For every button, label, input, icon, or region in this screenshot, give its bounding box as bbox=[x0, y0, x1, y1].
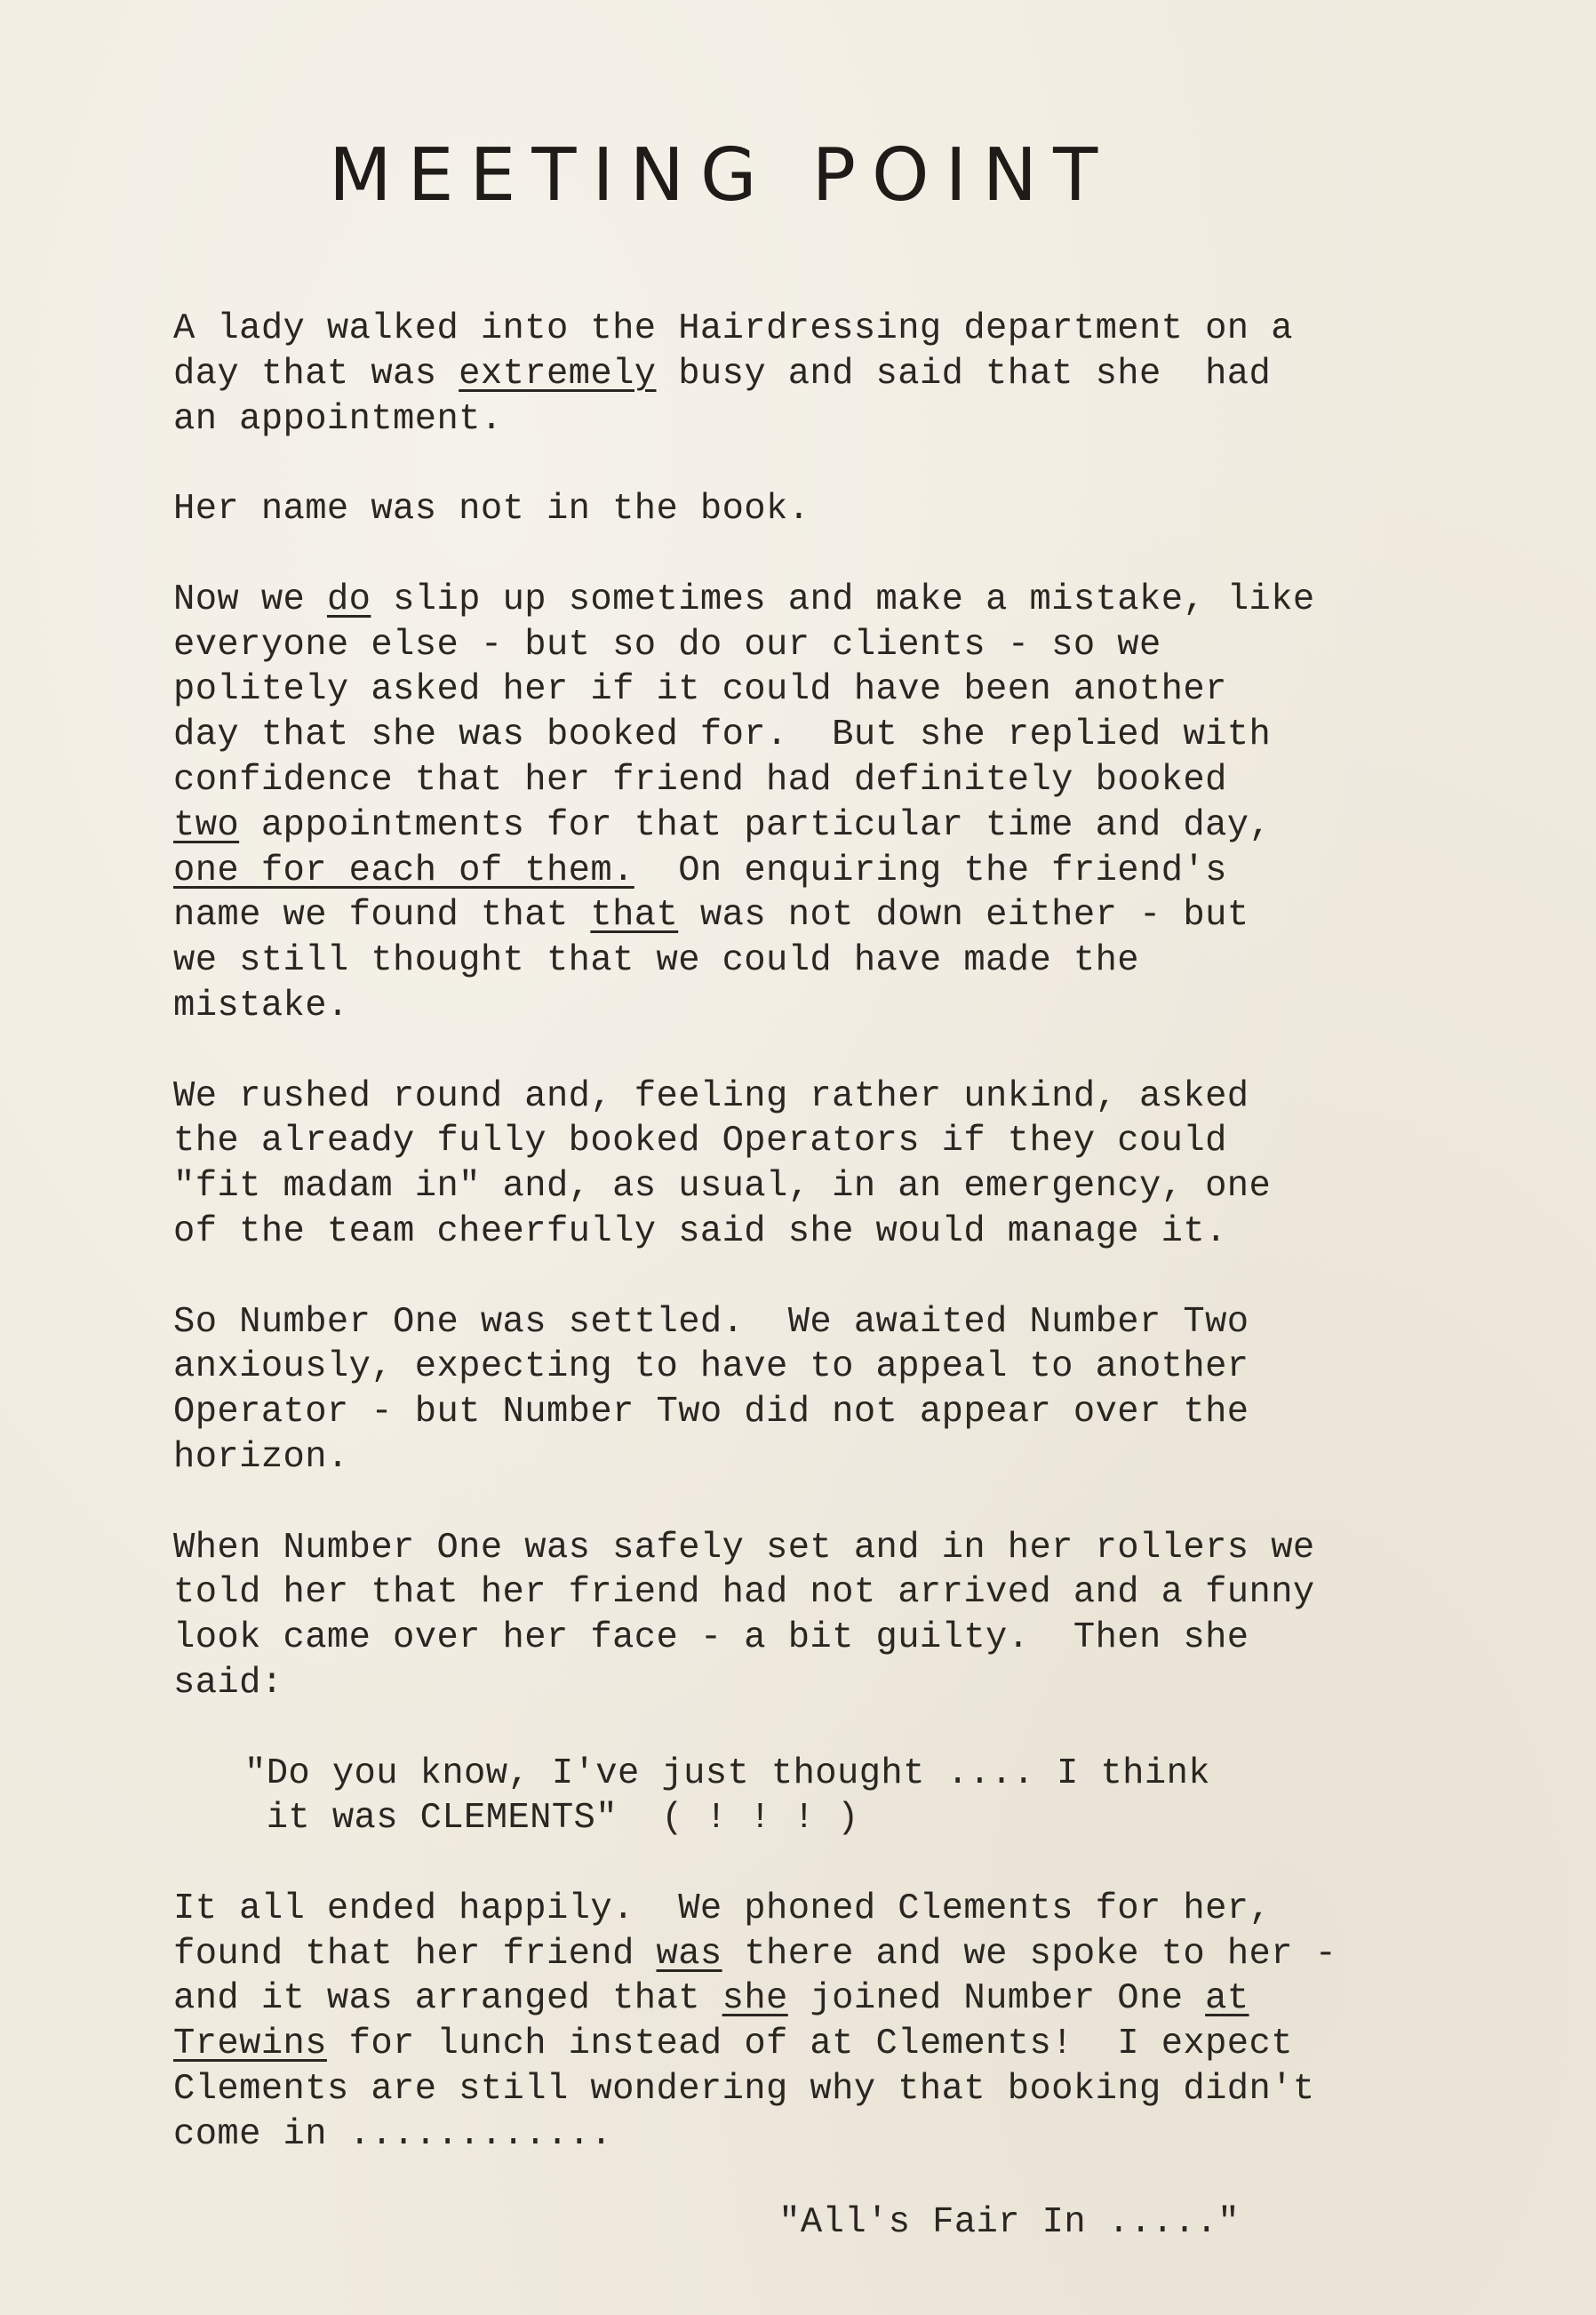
paragraph-5: So Number One was settled. We awaited Number Two anxiously, expecting to have to appeal to another Operator - but Number Two did not appear over the horizon. bbox=[173, 1301, 1249, 1478]
paragraph-3: Now we do slip up sometimes and make a mistake, like everyone else - but so do our clients - so we politely asked her if it could have been another day that she was booked for. But she replied with confidence that her friend had definitely booked two appointments for that particular time and day, one for each of them. On enquiring the friend's name we found that that was not down either - but we still thought that we could have made the mistake. bbox=[173, 579, 1315, 1026]
paragraph-1: A lady walked into the Hairdressing department on a day that was extremely busy and said that she had an appointment. bbox=[173, 308, 1293, 440]
article-body bbox=[173, 307, 1417, 2246]
page-title: MEETING POINT bbox=[329, 133, 1114, 218]
signoff: "All's Fair In ....." bbox=[778, 2202, 1240, 2244]
paragraph-6: When Number One was safely set and in her rollers we told her that her friend had not arrived and a funny look came over her face - a bit guilty. Then she said: bbox=[173, 1527, 1315, 1704]
quoted-speech: "Do you know, I've just thought .... I think it was CLEMENTS" ( ! ! ! ) bbox=[244, 1752, 1210, 1840]
paragraph-4: We rushed round and, feeling rather unkind, asked the already fully booked Operators if they could "fit madam in" and, as usual, in an emergency, one of the team cheerfully said she would manage it. bbox=[173, 1075, 1272, 1252]
paragraph-7: It all ended happily. We phoned Clements for her, found that her friend was there and we spoke to her - and it was arranged that she joined Number One at Trewins for lunch instead of at Clements! I expect Clements are still wondering why that booking didn't come in ............ bbox=[173, 1888, 1337, 2155]
paragraph-2: Her name was not in the book. bbox=[173, 489, 810, 531]
